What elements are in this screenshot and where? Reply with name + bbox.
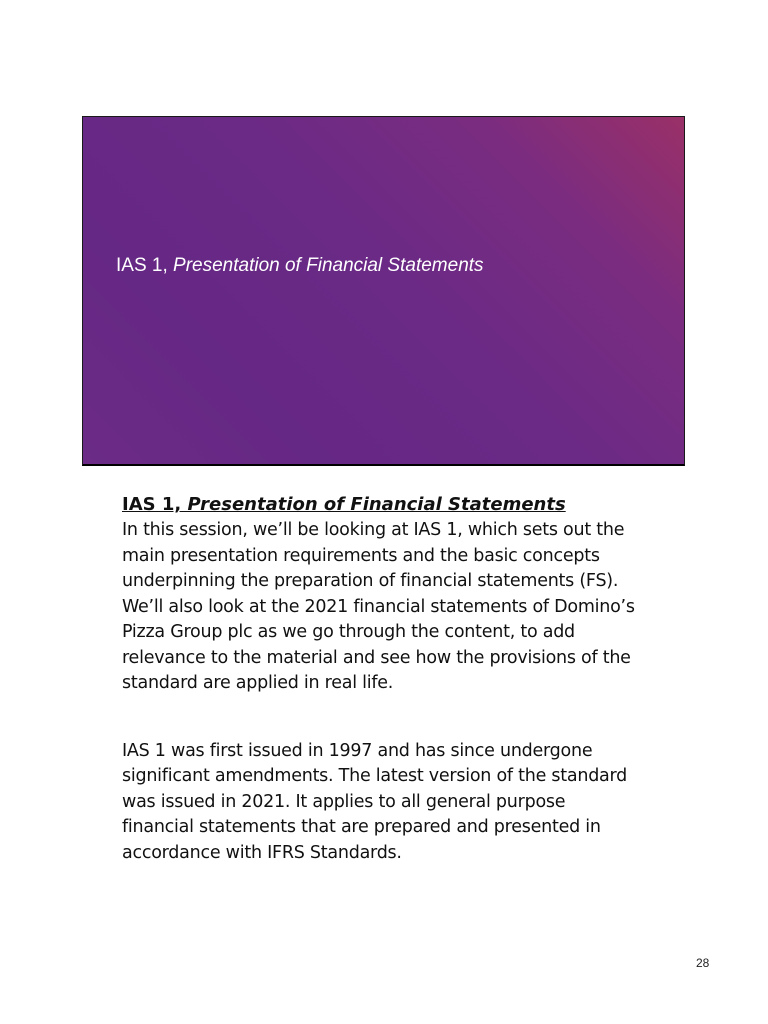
notes-paragraph-1: In this session, we’ll be looking at IAS 1, which sets out the main presentation requirements and the basic concepts underpinning the preparation of financial statements (FS). We’ll also look at the 2021 financial statements of Domino’s Pizza Group plc as we go through the content, to add relevance to the material and see how the provisions of the standard are applied in real life. <box>122 520 635 693</box>
notes-heading-italic: Presentation of Financial Statements <box>187 494 566 515</box>
page-number: 28 <box>696 956 710 970</box>
slide-title-prefix: IAS 1, <box>116 255 174 276</box>
slide-title <box>116 255 484 277</box>
slide-title-italic: Presentation of Financial Statements <box>173 255 484 276</box>
notes-paragraph-2: IAS 1 was first issued in 1997 and has since undergone significant amendments. The latest version of the standard was issued in 2021. It applies to all general purpose financial statements that are prepared and presented in accordance with IFRS Standards. <box>122 740 628 863</box>
notes-heading-prefix: IAS 1, <box>122 494 188 515</box>
speaker-notes <box>122 491 642 866</box>
slide-thumbnail <box>82 116 685 466</box>
notes-heading <box>122 491 642 518</box>
